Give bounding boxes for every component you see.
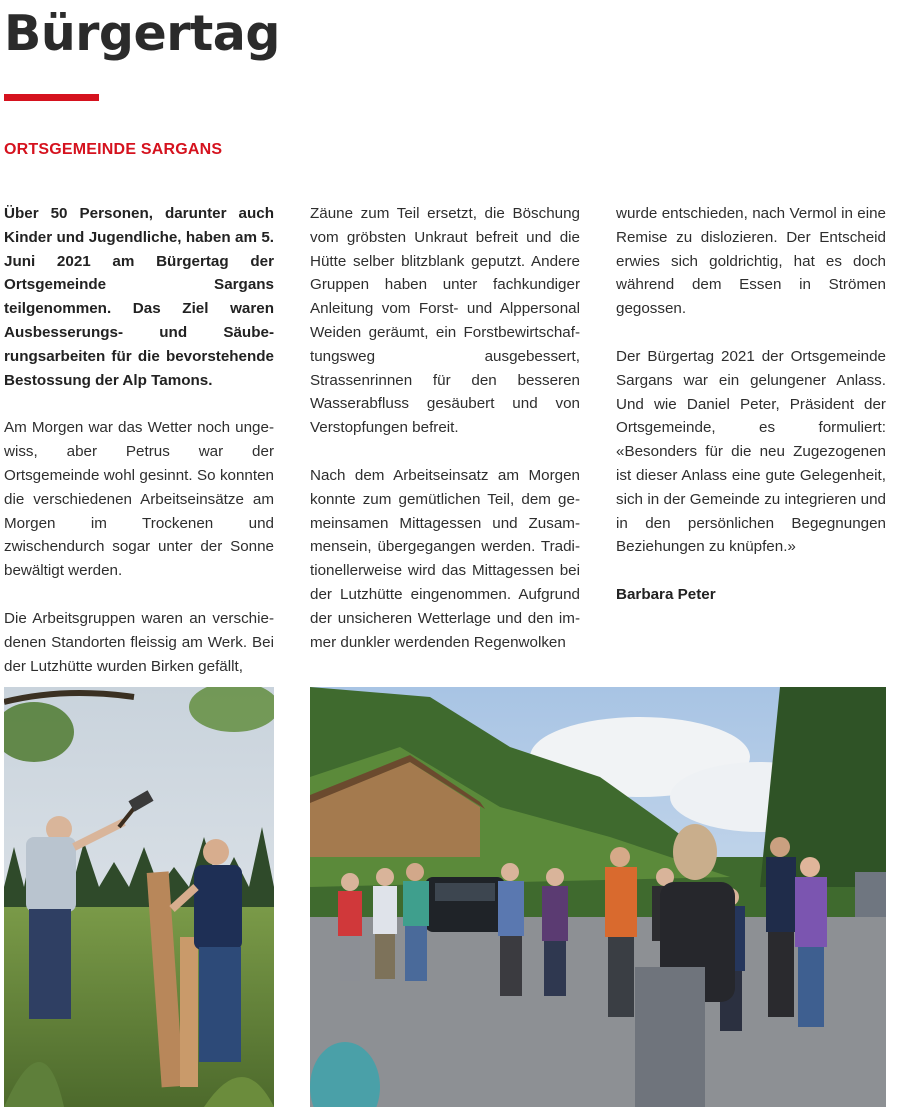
- paragraph: wurde entschieden, nach Vermol in eine Remise zu dislozieren. Der Entscheid erwies sich goldrichtig, hat es doch während dem Essen in Strömen gegossen.: [616, 205, 886, 318]
- lead-paragraph: Über 50 Personen, darunter auch Kinder und Jugendliche, haben am 5. Juni 2021 am Bürgertag der Ortsgemeinde Sargans teilgenommen. Das Ziel waren Ausbesserungs- und Säuberungsarbeiten für die bevorstehende Bestossung der Alp Tamons.: [4, 205, 274, 389]
- title-underline: [4, 94, 99, 101]
- photo-fence-work: [4, 687, 274, 1107]
- photo-group-gathering: [310, 687, 886, 1107]
- text-column-1: [4, 202, 274, 702]
- section-label: ORTSGEMEINDE SARGANS: [4, 141, 223, 158]
- article-title: Bürgertag: [4, 5, 280, 62]
- paragraph: Am Morgen war das Wetter noch ungewiss, aber Petrus war der Ortsgemeinde wohl gesinnt. So konnten die verschiedenen Arbeitseinsätze am Morgen im Trockenen und zwischendurch sogar unter der Sonne bewältigt werden.: [4, 419, 274, 580]
- paragraph: Der Bürgertag 2021 der Ortsgemeinde Sargans war ein gelungener Anlass. Und wie Daniel Peter, Präsident der Ortsgemeinde, es formuliert: «Besonders für die neu Zugezogenen ist dieser Anlass eine gute Gelegenheit, sich in der Gemeinde zu integrieren und in den persönlichen Begegnungen Beziehungen zu knüpfen.»: [616, 347, 886, 556]
- text-column-2: [310, 202, 580, 678]
- text-column-3: [616, 202, 886, 631]
- paragraph: Zäune zum Teil ersetzt, die Böschung vom gröbsten Unkraut befreit und die Hütte selber blitzblank geputzt. Andere Gruppen haben unter fachkundiger Anleitung vom Forst- und Alppersonal Weiden geräumt, ein Forstbewirtschaftungsweg ausgebessert, Strassenrinnen für den besseren Wasserabfluss gesäubert und von Verstopfungen befreit.: [310, 205, 580, 437]
- author-name: Barbara Peter: [616, 586, 716, 604]
- paragraph: Nach dem Arbeitseinsatz am Morgen konnte zum gemütlichen Teil, dem gemeinsamen Mittagessen und Zusammensein, übergegangen werden. Traditionellerweise wird das Mittagessen bei der Lutzhütte eingenommen. Aufgrund der unsicheren Wetterlage und den immer dunkler werdenden Regenwolken: [310, 466, 580, 651]
- paragraph: Die Arbeitsgruppen waren an verschiedenen Standorten fleissig am Werk. Bei der Lutzhütte wurden Birken gefällt,: [4, 609, 274, 675]
